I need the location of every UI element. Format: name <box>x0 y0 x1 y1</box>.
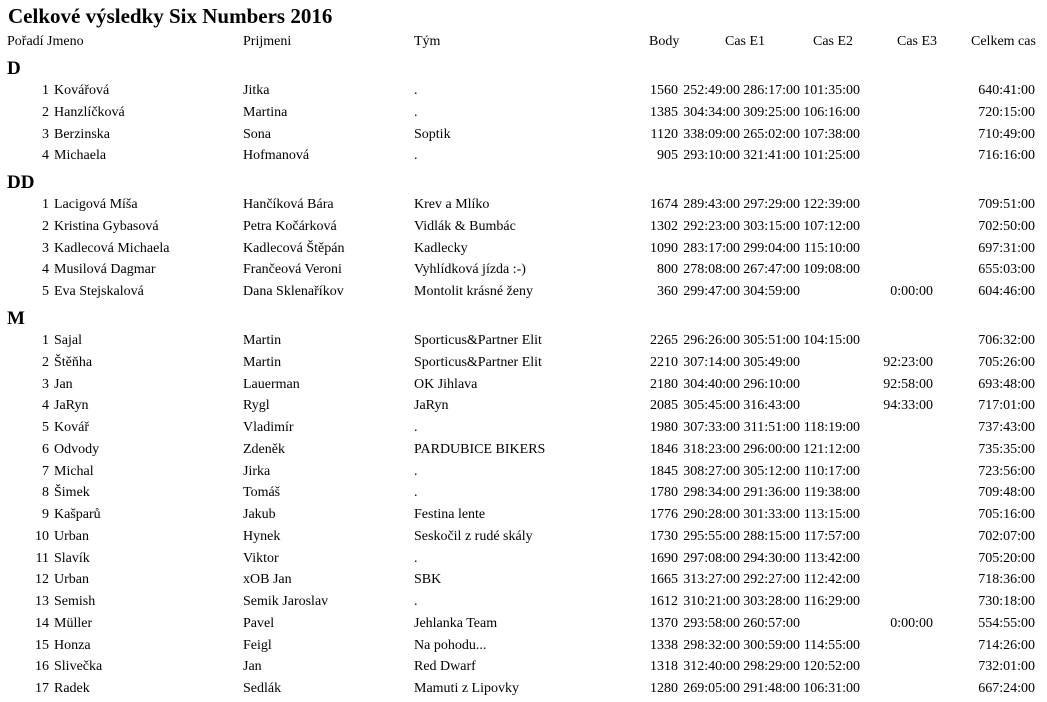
celkem-cas-cell: 737:43:00 <box>978 420 1035 435</box>
cas-e3-cell: 110:17:00 <box>803 464 860 479</box>
cas-e3-cell: 107:38:00 <box>803 127 860 142</box>
tym-cell: Kadlecky <box>414 241 468 256</box>
cas-e3-cell: 101:25:00 <box>803 148 860 163</box>
jmeno-cell: Kristina Gybasová <box>54 219 159 234</box>
cas-e3-cell: 112:42:00 <box>803 572 860 587</box>
header-prijmeni: Prijmeni <box>243 34 292 49</box>
prijmeni-cell: Pavel <box>243 616 275 631</box>
cas-e2-cell: 292:27:00 <box>743 572 800 587</box>
celkem-cas-cell: 604:46:00 <box>978 284 1035 299</box>
body-cell: 1280 <box>650 681 678 696</box>
tym-cell: . <box>414 148 418 163</box>
cas-e1-cell: 304:34:00 <box>683 105 740 120</box>
rank-cell: 12 <box>35 572 49 587</box>
cas-e2-cell: 286:17:00 <box>743 83 800 98</box>
jmeno-cell: Kovář <box>54 420 89 435</box>
cas-e2-cell: 294:30:00 <box>743 551 800 566</box>
celkem-cas-cell: 709:51:00 <box>978 197 1035 212</box>
cas-e1-cell: 312:40:00 <box>683 659 740 674</box>
body-cell: 1845 <box>650 464 678 479</box>
prijmeni-cell: Hynek <box>243 529 281 544</box>
jmeno-cell: Jan <box>54 377 73 392</box>
cas-e3-alt-cell: 0:00:00 <box>890 284 933 299</box>
prijmeni-cell: Semik Jaroslav <box>243 594 329 609</box>
jmeno-cell: Slavík <box>54 551 90 566</box>
celkem-cas-cell: 718:36:00 <box>978 572 1035 587</box>
cas-e1-cell: 305:45:00 <box>683 398 740 413</box>
group-heading: DD <box>7 172 35 193</box>
celkem-cas-cell: 723:56:00 <box>978 464 1035 479</box>
cas-e3-cell: 104:15:00 <box>803 333 860 348</box>
prijmeni-cell: Jirka <box>243 464 271 479</box>
cas-e2-cell: 300:59:00 <box>743 638 800 653</box>
jmeno-cell: Hanzlíčková <box>54 105 125 120</box>
cas-e2-cell: 303:28:00 <box>743 594 800 609</box>
cas-e1-cell: 307:14:00 <box>683 355 740 370</box>
prijmeni-cell: Hofmanová <box>243 148 310 163</box>
cas-e3-alt-cell: 0:00:00 <box>890 616 933 631</box>
celkem-cas-cell: 705:16:00 <box>978 507 1035 522</box>
cas-e2-cell: 296:00:00 <box>743 442 800 457</box>
rank-cell: 3 <box>42 241 49 256</box>
cas-e1-cell: 289:43:00 <box>683 197 740 212</box>
prijmeni-cell: Lauerman <box>243 377 300 392</box>
cas-e1-cell: 299:47:00 <box>683 284 740 299</box>
prijmeni-cell: Tomáš <box>243 485 281 500</box>
cas-e3-cell: 118:19:00 <box>803 420 860 435</box>
cas-e2-cell: 303:15:00 <box>743 219 800 234</box>
prijmeni-cell: Martin <box>243 333 282 348</box>
rank-cell: 1 <box>42 83 49 98</box>
celkem-cas-cell: 702:07:00 <box>978 529 1035 544</box>
cas-e2-cell: 311:51:00 <box>743 420 800 435</box>
cas-e3-alt-cell: 94:33:00 <box>883 398 933 413</box>
cas-e3-alt-cell: 92:58:00 <box>883 377 933 392</box>
jmeno-cell: Kovářová <box>54 83 110 98</box>
cas-e3-cell: 107:12:00 <box>803 219 860 234</box>
rank-cell: 10 <box>35 529 49 544</box>
jmeno-cell: Michaela <box>54 148 107 163</box>
jmeno-cell: JaRyn <box>54 398 89 413</box>
tym-cell: SBK <box>414 572 442 587</box>
tym-cell: . <box>414 485 418 500</box>
jmeno-cell: Müller <box>54 616 93 631</box>
cas-e2-cell: 298:29:00 <box>743 659 800 674</box>
prijmeni-cell: Sona <box>243 127 271 142</box>
page-title: Celkové výsledky Six Numbers 2016 <box>8 4 333 28</box>
header-body: Body <box>649 34 680 49</box>
body-cell: 1730 <box>650 529 678 544</box>
cas-e1-cell: 296:26:00 <box>683 333 740 348</box>
cas-e2-cell: 316:43:00 <box>743 398 800 413</box>
celkem-cas-cell: 667:24:00 <box>978 681 1035 696</box>
jmeno-cell: Semish <box>54 594 96 609</box>
tym-cell: Red Dwarf <box>414 659 476 674</box>
prijmeni-cell: Martin <box>243 355 282 370</box>
prijmeni-cell: Zdeněk <box>243 442 285 457</box>
prijmeni-cell: Frančeová Veroni <box>243 262 342 277</box>
rank-cell: 5 <box>42 284 49 299</box>
tym-cell: . <box>414 464 418 479</box>
header-celkem-cas: Celkem cas <box>971 34 1036 49</box>
celkem-cas-cell: 693:48:00 <box>978 377 1035 392</box>
cas-e3-cell: 119:38:00 <box>803 485 860 500</box>
rank-cell: 16 <box>35 659 49 674</box>
prijmeni-cell: Hančíková Bára <box>243 197 334 212</box>
body-cell: 1370 <box>650 616 678 631</box>
body-cell: 1665 <box>650 572 678 587</box>
jmeno-cell: Eva Stejskalová <box>54 284 144 299</box>
tym-cell: . <box>414 420 418 435</box>
rank-cell: 2 <box>42 355 49 370</box>
body-cell: 2180 <box>650 377 678 392</box>
header-tym: Tým <box>414 34 441 49</box>
rank-cell: 3 <box>42 377 49 392</box>
jmeno-cell: Sajal <box>54 333 82 348</box>
rank-cell: 3 <box>42 127 49 142</box>
cas-e3-cell: 117:57:00 <box>803 529 860 544</box>
cas-e2-cell: 267:47:00 <box>743 262 800 277</box>
cas-e1-cell: 313:27:00 <box>683 572 740 587</box>
tym-cell: Montolit krásné ženy <box>414 284 533 299</box>
cas-e3-cell: 106:16:00 <box>803 105 860 120</box>
jmeno-cell: Michal <box>54 464 94 479</box>
body-cell: 1560 <box>650 83 678 98</box>
cas-e2-cell: 260:57:00 <box>743 616 800 631</box>
cas-e1-cell: 293:10:00 <box>683 148 740 163</box>
body-cell: 1780 <box>650 485 678 500</box>
cas-e1-cell: 298:34:00 <box>683 485 740 500</box>
rank-cell: 17 <box>35 681 49 696</box>
tym-cell: Seskočil z rudé skály <box>414 529 533 544</box>
cas-e2-cell: 305:51:00 <box>743 333 800 348</box>
tym-cell: PARDUBICE BIKERS <box>414 442 546 457</box>
cas-e1-cell: 318:23:00 <box>683 442 740 457</box>
body-cell: 1090 <box>650 241 678 256</box>
body-cell: 1120 <box>650 127 678 142</box>
rank-cell: 13 <box>35 594 49 609</box>
tym-cell: Sporticus&Partner Elit <box>414 333 542 348</box>
cas-e1-cell: 269:05:00 <box>683 681 740 696</box>
tym-cell: Mamuti z Lipovky <box>414 681 519 696</box>
celkem-cas-cell: 730:18:00 <box>978 594 1035 609</box>
cas-e3-cell: 109:08:00 <box>803 262 860 277</box>
celkem-cas-cell: 705:26:00 <box>978 355 1035 370</box>
cas-e3-cell: 121:12:00 <box>803 442 860 457</box>
prijmeni-cell: Petra Kočárková <box>243 219 337 234</box>
body-cell: 1846 <box>650 442 678 457</box>
celkem-cas-cell: 655:03:00 <box>978 262 1035 277</box>
cas-e1-cell: 293:58:00 <box>683 616 740 631</box>
group-heading: M <box>7 308 25 329</box>
tym-cell: Vidlák & Bumbác <box>414 219 516 234</box>
prijmeni-cell: Jan <box>243 659 262 674</box>
rank-cell: 2 <box>42 105 49 120</box>
celkem-cas-cell: 702:50:00 <box>978 219 1035 234</box>
cas-e3-alt-cell: 92:23:00 <box>883 355 933 370</box>
cas-e1-cell: 310:21:00 <box>683 594 740 609</box>
cas-e2-cell: 304:59:00 <box>743 284 800 299</box>
cas-e3-cell: 120:52:00 <box>803 659 860 674</box>
cas-e3-cell: 122:39:00 <box>803 197 860 212</box>
rank-cell: 4 <box>42 262 49 277</box>
celkem-cas-cell: 706:32:00 <box>978 333 1035 348</box>
rank-cell: 11 <box>35 551 49 566</box>
cas-e3-cell: 116:29:00 <box>803 594 860 609</box>
cas-e3-cell: 114:55:00 <box>803 638 860 653</box>
tym-cell: Soptik <box>414 127 451 142</box>
celkem-cas-cell: 705:20:00 <box>978 551 1035 566</box>
header-cas-e3: Cas E3 <box>897 34 938 49</box>
jmeno-cell: Slivečka <box>54 659 103 674</box>
tym-cell: . <box>414 594 418 609</box>
header-poradi-jmeno: Pořadí Jmeno <box>7 34 84 49</box>
rank-cell: 2 <box>42 219 49 234</box>
tym-cell: Vyhlídková jízda :-) <box>414 262 526 277</box>
body-cell: 1690 <box>650 551 678 566</box>
cas-e2-cell: 297:29:00 <box>743 197 800 212</box>
rank-cell: 6 <box>42 442 49 457</box>
rank-cell: 4 <box>42 398 49 413</box>
jmeno-cell: Kašparů <box>54 507 101 522</box>
cas-e2-cell: 296:10:00 <box>743 377 800 392</box>
celkem-cas-cell: 554:55:00 <box>978 616 1035 631</box>
tym-cell: Festina lente <box>414 507 486 522</box>
jmeno-cell: Kadlecová Michaela <box>54 241 170 256</box>
prijmeni-cell: Feigl <box>243 638 272 653</box>
body-cell: 2210 <box>650 355 678 370</box>
rank-cell: 9 <box>42 507 49 522</box>
prijmeni-cell: Jitka <box>243 83 270 98</box>
jmeno-cell: Lacigová Míša <box>54 197 138 212</box>
cas-e1-cell: 304:40:00 <box>683 377 740 392</box>
celkem-cas-cell: 732:01:00 <box>978 659 1035 674</box>
tym-cell: . <box>414 83 418 98</box>
celkem-cas-cell: 640:41:00 <box>978 83 1035 98</box>
cas-e3-cell: 115:10:00 <box>803 241 860 256</box>
group-heading: D <box>7 58 21 79</box>
rank-cell: 8 <box>42 485 49 500</box>
header-cas-e2: Cas E2 <box>813 34 854 49</box>
cas-e1-cell: 338:09:00 <box>683 127 740 142</box>
body-cell: 1980 <box>650 420 678 435</box>
rank-cell: 1 <box>42 197 49 212</box>
jmeno-cell: Urban <box>54 572 89 587</box>
body-cell: 1674 <box>650 197 678 212</box>
jmeno-cell: Urban <box>54 529 89 544</box>
body-cell: 1612 <box>650 594 678 609</box>
cas-e3-cell: 113:15:00 <box>803 507 860 522</box>
body-cell: 1302 <box>650 219 678 234</box>
prijmeni-cell: Rygl <box>243 398 270 413</box>
celkem-cas-cell: 714:26:00 <box>978 638 1035 653</box>
rank-cell: 15 <box>35 638 49 653</box>
cas-e2-cell: 265:02:00 <box>743 127 800 142</box>
body-cell: 2265 <box>650 333 678 348</box>
body-cell: 2085 <box>650 398 678 413</box>
tym-cell: . <box>414 105 418 120</box>
prijmeni-cell: Viktor <box>243 551 279 566</box>
cas-e2-cell: 291:36:00 <box>743 485 800 500</box>
celkem-cas-cell: 710:49:00 <box>978 127 1035 142</box>
cas-e2-cell: 305:49:00 <box>743 355 800 370</box>
jmeno-cell: Radek <box>54 681 90 696</box>
celkem-cas-cell: 709:48:00 <box>978 485 1035 500</box>
body-cell: 360 <box>657 284 678 299</box>
prijmeni-cell: xOB Jan <box>243 572 292 587</box>
cas-e1-cell: 307:33:00 <box>683 420 740 435</box>
celkem-cas-cell: 717:01:00 <box>978 398 1035 413</box>
body-cell: 1776 <box>650 507 678 522</box>
celkem-cas-cell: 716:16:00 <box>978 148 1035 163</box>
cas-e3-cell: 106:31:00 <box>803 681 860 696</box>
jmeno-cell: Berzinska <box>54 127 110 142</box>
tym-cell: JaRyn <box>414 398 449 413</box>
tym-cell: Na pohodu... <box>414 638 487 653</box>
body-cell: 1318 <box>650 659 678 674</box>
cas-e1-cell: 298:32:00 <box>683 638 740 653</box>
cas-e2-cell: 321:41:00 <box>743 148 800 163</box>
tym-cell: . <box>414 551 418 566</box>
celkem-cas-cell: 735:35:00 <box>978 442 1035 457</box>
cas-e1-cell: 297:08:00 <box>683 551 740 566</box>
celkem-cas-cell: 720:15:00 <box>978 105 1035 120</box>
cas-e1-cell: 252:49:00 <box>683 83 740 98</box>
jmeno-cell: Šimek <box>54 485 90 500</box>
tym-cell: Sporticus&Partner Elit <box>414 355 542 370</box>
rank-cell: 5 <box>42 420 49 435</box>
cas-e1-cell: 290:28:00 <box>683 507 740 522</box>
cas-e2-cell: 309:25:00 <box>743 105 800 120</box>
cas-e2-cell: 288:15:00 <box>743 529 800 544</box>
jmeno-cell: Honza <box>54 638 91 653</box>
tym-cell: Jehlanka Team <box>414 616 498 631</box>
cas-e3-cell: 113:42:00 <box>803 551 860 566</box>
body-cell: 1385 <box>650 105 678 120</box>
tym-cell: Krev a Mlíko <box>414 197 490 212</box>
cas-e1-cell: 283:17:00 <box>683 241 740 256</box>
header-cas-e1: Cas E1 <box>725 34 766 49</box>
rank-cell: 4 <box>42 148 49 163</box>
jmeno-cell: Odvody <box>54 442 100 457</box>
tym-cell: OK Jihlava <box>414 377 478 392</box>
cas-e2-cell: 291:48:00 <box>743 681 800 696</box>
prijmeni-cell: Dana Sklenaříkov <box>243 284 344 299</box>
body-cell: 800 <box>657 262 678 277</box>
prijmeni-cell: Sedlák <box>243 681 282 696</box>
rank-cell: 14 <box>35 616 49 631</box>
prijmeni-cell: Martina <box>243 105 288 120</box>
cas-e1-cell: 292:23:00 <box>683 219 740 234</box>
prijmeni-cell: Kadlecová Štěpán <box>243 241 345 256</box>
cas-e2-cell: 299:04:00 <box>743 241 800 256</box>
cas-e3-cell: 101:35:00 <box>803 83 860 98</box>
cas-e2-cell: 305:12:00 <box>743 464 800 479</box>
rank-cell: 1 <box>42 333 49 348</box>
body-cell: 1338 <box>650 638 678 653</box>
body-cell: 905 <box>657 148 678 163</box>
cas-e1-cell: 295:55:00 <box>683 529 740 544</box>
celkem-cas-cell: 697:31:00 <box>978 241 1035 256</box>
jmeno-cell: Musilová Dagmar <box>54 262 156 277</box>
cas-e1-cell: 278:08:00 <box>683 262 740 277</box>
cas-e2-cell: 301:33:00 <box>743 507 800 522</box>
prijmeni-cell: Vladimír <box>243 420 294 435</box>
rank-cell: 7 <box>42 464 49 479</box>
cas-e1-cell: 308:27:00 <box>683 464 740 479</box>
prijmeni-cell: Jakub <box>243 507 276 522</box>
jmeno-cell: Štěňha <box>54 355 93 370</box>
